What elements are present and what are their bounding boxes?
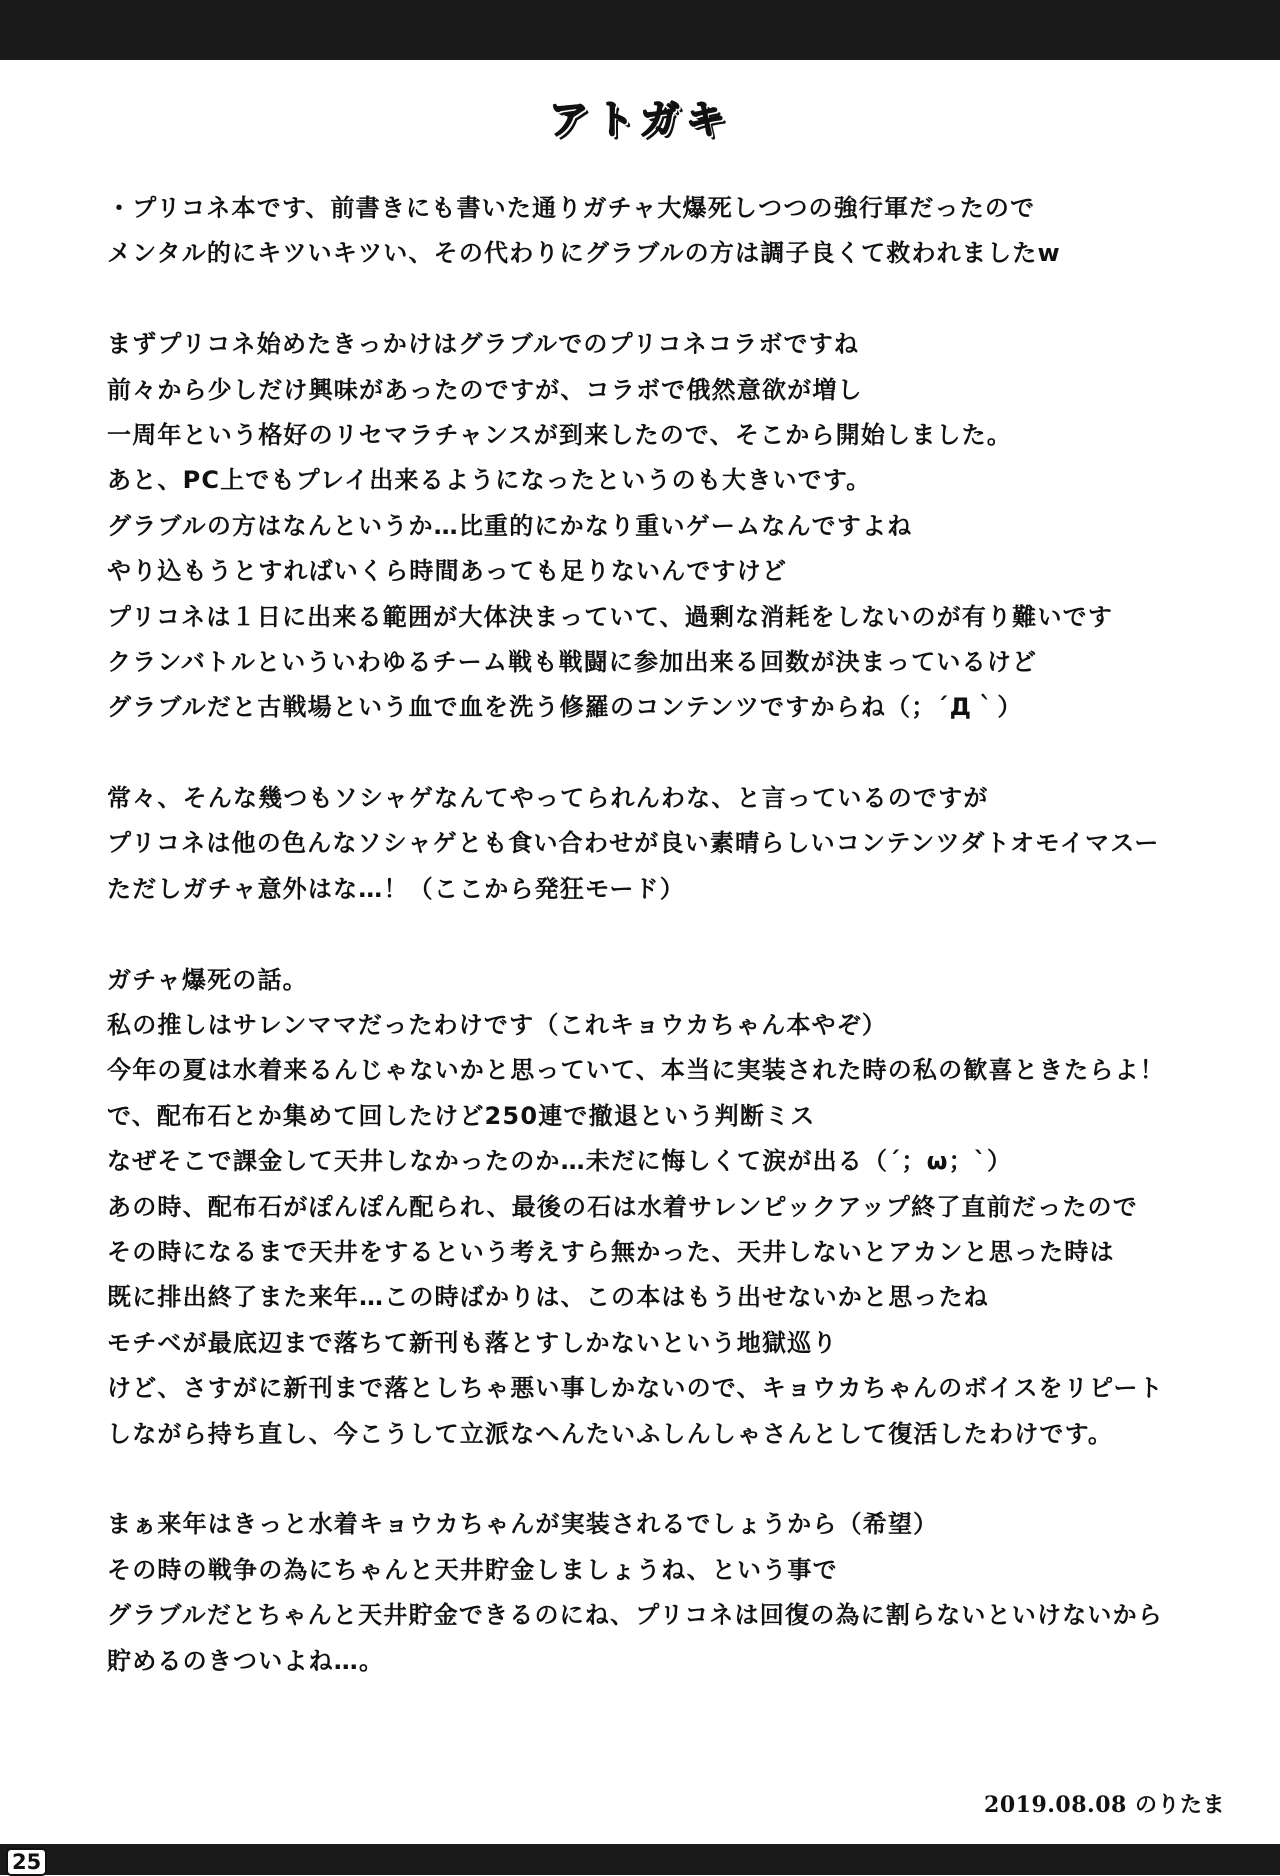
text-line: まずプリコネ始めたきっかけはグラブルでのプリコネコラボですね [107,330,860,359]
text-line: ただしガチャ意外はな…！（ここから発狂モード） [107,874,685,903]
text-line: 貯めるのきついよね…。 [107,1646,385,1675]
paragraph-gap [107,731,1237,776]
text-line: グラブルの方はなんというか…比重的にかなり重いゲームなんですよね [107,511,913,540]
text-line: あと、PC上でもプレイ出来るようになったというのも大きいです。 [107,466,872,495]
text-line: なぜそこで課金して天井しなかったのか…未だに悔しくて涙が出る（´；ω；`） [107,1147,1013,1176]
text-line: しながら持ち直し、今こうして立派なへんたいふしんしゃさんとして復活したわけです。 [107,1419,1114,1448]
paragraph-gap [107,277,1237,322]
text-line: 前々から少しだけ興味があったのですが、コラボで俄然意欲が増し [107,375,863,404]
text-line: プリコネは１日に出来る範囲が大体決まっていて、過剰な消耗をしないのが有り難いです [107,602,1114,631]
text-line: あの時、配布石がぽんぽん配られ、最後の石は水着サレンピックアップ終了直前だったので [107,1192,1138,1221]
footer-bar [0,1844,1280,1875]
text-line: プリコネは他の色んなソシャゲとも食い合わせが良い素晴らしいコンテンツダトオモイマスー [107,829,1160,858]
text-line: けど、さすがに新刊まで落としちゃ悪い事しかないので、キョウカちゃんのボイスをリピート [107,1374,1164,1403]
text-line: グラブルだとちゃんと天井貯金できるのにね、プリコネは回復の為に割らないといけないから [107,1601,1163,1630]
text-line: まぁ来年はきっと水着キョウカちゃんが実装されるでしょうから（希望） [107,1510,939,1539]
text-line: クランバトルといういわゆるチーム戦も戦闘に参加出来る回数が決まっているけど [107,647,1038,676]
text-line: その時になるまで天井をするという考えすら無かった、天井しないとアカンと思った時は [107,1237,1115,1266]
page-number: 25 [6,1848,47,1876]
text-line: 既に排出終了また来年…この時ばかりは、この本はもう出せないかと思ったね [107,1283,989,1312]
text-line: ・プリコネ本です、前書きにも書いた通りガチャ大爆死しつつの強行軍だったので [107,194,1036,222]
text-line: その時の戦争の為にちゃんと天井貯金しましょうね、という事で [107,1555,838,1584]
signature-date: 2019.08.08 のりたま [984,1792,1225,1818]
text-line: 私の推しはサレンママだったわけです（これキョウカちゃん本やぞ） [107,1011,888,1040]
text-line: 一周年という格好のリセマラチャンスが到来したので、そこから開始しました。 [107,420,1013,449]
paragraph-gap [107,1457,1237,1502]
text-line: で、配布石とか集めて回したけど250連で撤退という判断ミス [107,1101,816,1130]
header-bar [0,0,1280,60]
afterword-body [107,186,1237,1684]
text-line: 常々、そんな幾つもソシャゲなんてやってられんわな、と言っているのですが [107,784,989,813]
text-line: やり込もうとすればいくら時間あっても足りないんですけど [107,557,788,586]
text-line: メンタル的にキツいキツい、その代わりにグラブルの方は調子良くて救われましたw [107,239,1061,268]
text-line: モチベが最底辺まで落ちて新刊も落とすしかないという地獄巡り [107,1328,838,1357]
text-line: ガチャ爆死の話。 [107,965,308,994]
text-line: グラブルだと古戦場という血で血を洗う修羅のコンテンツですからね（；´Д｀） [107,693,1023,722]
paragraph-gap [107,912,1237,957]
page-title: アトガキ [548,97,732,143]
text-line: 今年の夏は水着来るんじゃないかと思っていて、本当に実装された時の私の歓喜ときたらよ！ [107,1056,1165,1085]
